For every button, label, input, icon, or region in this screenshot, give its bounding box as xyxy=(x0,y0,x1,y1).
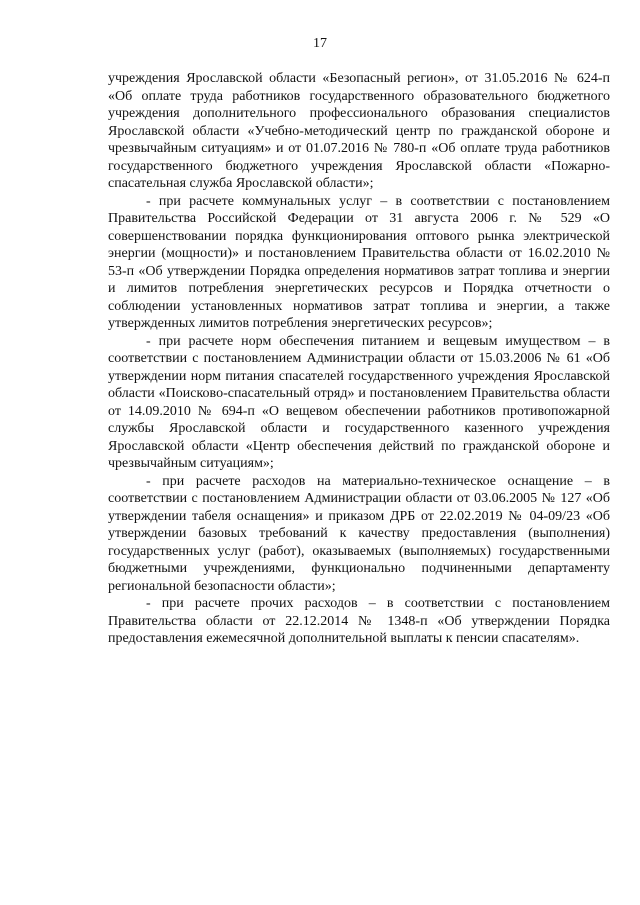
page-number: 17 xyxy=(313,36,327,51)
paragraph-food-and-clothing: - при расчете норм обеспечения питанием и вещевым имуществом – в соответствии с постановлением Администрации области от 15.03.2006 № 61 «Об утверждении норм питания спасателей государственного учреждения Ярославской области «Поисково-спасательный отряд» и постановлением Правительства области от 14.09.2010 № 694-п «О вещевом обеспечении работников противопожарной службы Ярославской области и государственного казенного учреждения Ярославской области «Центр обеспечения действий по гражданской обороне и чрезвычайным ситуациям»; xyxy=(108,333,610,471)
paragraph-equipment: - при расчете расходов на материально-техническое оснащение – в соответствии с постановлением Администрации области от 03.06.2005 № 127 «Об утверждении табеля оснащения» и приказом ДРБ от 22.02.2019 № 04-09/23 «Об утверждении базовых требований к качеству предоставления (выполнения) государственных услуг (работ), оказываемых (выполняемых) государственными бюджетными учреждениями, функционально подчиненными департаменту региональной безопасности области»; xyxy=(108,473,610,594)
paragraph-continuation: учреждения Ярославской области «Безопасный регион», от 31.05.2016 № 624-п «Об оплате труда работников государственного образовательного бюджетного учреждения дополнительного профессионального образования специалистов Ярославской области «Учебно-методический центр по гражданской обороне и чрезвычайным ситуациям» и от 01.07.2016 № 780-п «Об оплате труда работников государственного бюджетного учреждения Ярославской области «Пожарно-спасательная служба Ярославской области»; xyxy=(108,71,610,191)
paragraph-other-expenses: - при расчете прочих расходов – в соответствии с постановлением Правительства области от 22.12.2014 № 1348-п «Об утверждении Порядка предоставления ежемесячной дополнительной выплаты к пенсии спасателям». xyxy=(108,596,610,646)
document-body xyxy=(108,70,610,648)
paragraph-utilities: - при расчете коммунальных услуг – в соответствии с постановлением Правительства Российской Федерации от 31 августа 2006 г. № 529 «О совершенствовании порядка функционирования оптового рынка электрической энергии (мощности)» и постановлением Правительства области от 16.02.2010 № 53-п «Об утверждении Порядка определения нормативов затрат топлива и энергии и лимитов потребления энергетических ресурсов и Порядка отчетности о соблюдении установленных нормативов затрат топлива и энергии, а также утвержденных лимитов потребления энергетических ресурсов»; xyxy=(108,193,610,331)
